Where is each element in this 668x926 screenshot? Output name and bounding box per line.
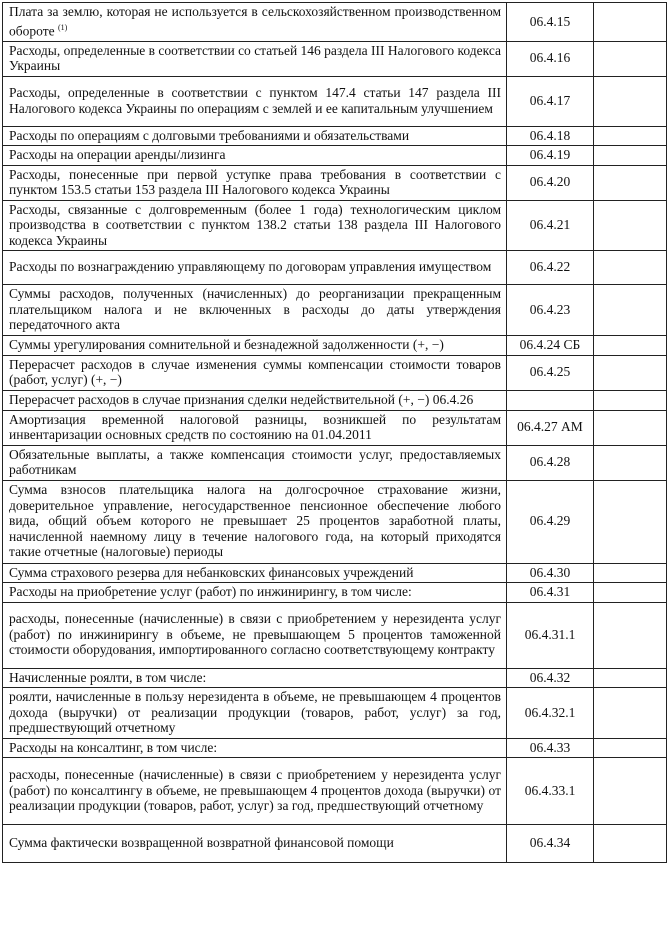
row-description: Расходы на консалтинг, в том числе: [9,739,218,755]
row-description: Расходы на приобретение услуг (работ) по инжинирингу, в том числе: [9,584,412,599]
row-value-cell[interactable] [594,3,667,42]
table-row [3,825,667,863]
row-description: Обязательные выплаты, а также компенсация стоимости услуг, предоставляемых работникам [9,446,501,477]
table-row [3,41,667,76]
table-row [3,285,667,336]
row-value-cell[interactable] [594,285,667,336]
row-code: 06.4.33.1 [507,758,594,825]
table-row [3,668,667,688]
row-description: Перерасчет расходов в случае признания сделки недействительной (+, −) 06.4.26 [9,391,474,407]
row-value-cell[interactable] [594,355,667,390]
row-code: 06.4.18 [507,126,594,146]
row-value-cell[interactable] [594,602,667,668]
row-description: Суммы урегулирования сомнительной и безнадежной задолженности (+, −) [9,336,444,352]
row-description-cell [3,251,507,285]
row-value-cell[interactable] [594,480,667,563]
table-row [3,688,667,739]
row-description: Суммы расходов, полученных (начисленных) до реорганизации прекращенным плательщиком налога и не включенных в расходы до даты утверждения передаточного акта [9,286,501,332]
table-row [3,410,667,445]
row-code: 06.4.21 [507,200,594,251]
row-code: 06.4.25 [507,355,594,390]
row-description: расходы, понесенные (начисленные) в связи с приобретением у нерезидента услуг (работ) по инжинирингу в объеме, не превышающем 5 процентов таможенной стоимости оборудования, импортированного согласно соответствующему контракту [9,611,501,658]
row-description: Плата за землю, которая не используется в сельскохозяйственном производственном обороте [9,4,501,38]
row-description: Расходы, определенные в соответствии с пунктом 147.4 статьи 147 раздела III Налогового кодекса Украины по операциям с землей и ее капитальным улучшением [9,85,501,116]
table-row [3,3,667,42]
row-description-cell [3,688,507,739]
row-description-cell [3,390,507,410]
row-value-cell[interactable] [594,126,667,146]
row-code: 06.4.31 [507,583,594,603]
row-description-cell [3,738,507,758]
row-description: Расходы, связанные с долговременным (более 1 года) технологическим циклом производства в соответствии с пунктом 138.2 статьи 138 раздела III Налогового кодекса Украины [9,201,501,248]
table-body [3,3,667,863]
row-description-cell [3,758,507,825]
row-description: Расходы на операции аренды/лизинга [9,147,226,162]
row-code: 06.4.22 [507,251,594,285]
table-row [3,480,667,563]
row-description-cell [3,126,507,146]
row-code: 06.4.15 [507,3,594,42]
table-row [3,758,667,825]
row-value-cell[interactable] [594,146,667,166]
row-description: Сумма взносов плательщика налога на долгосрочное страхование жизни, доверительное управление, негосударственное пенсионное обеспечение любого вида, общий объем которого не превышает 25 процентов заработной платы, начисленной наемному лицу в течение налогового года, на который приходятся такие отчетные (налоговые) периоды [9,482,501,560]
table-row [3,445,667,480]
tax-expenses-table [2,2,667,863]
row-description-cell [3,335,507,355]
table-row [3,126,667,146]
row-code: 06.4.27 АМ [507,410,594,445]
row-description-cell [3,563,507,583]
row-description: Сумма страхового резерва для небанковских финансовых учреждений [9,564,414,580]
row-code: 06.4.28 [507,445,594,480]
row-value-cell[interactable] [594,688,667,739]
row-value-cell[interactable] [594,76,667,126]
table-row [3,200,667,251]
row-value-cell[interactable] [594,41,667,76]
row-description-cell [3,3,507,42]
row-description-cell [3,583,507,603]
row-description: Амортизация временной налоговой разницы, возникшей по результатам инвентаризации основных средств по состоянию на 01.04.2011 [9,411,501,442]
table-row [3,390,667,410]
row-description-cell [3,445,507,480]
row-description-cell [3,200,507,251]
row-value-cell[interactable] [594,390,667,410]
row-description: Расходы по вознаграждению управляющему по договорам управления имуществом [9,259,492,275]
row-description: Расходы, понесенные при первой уступке права требования в соответствии с пунктом 153.5 статьи 153 раздела III Налогового кодекса Украины [9,166,501,197]
row-code: 06.4.24 СБ [507,335,594,355]
row-description-cell [3,146,507,166]
row-value-cell[interactable] [594,563,667,583]
row-value-cell[interactable] [594,251,667,285]
row-value-cell[interactable] [594,200,667,251]
row-code: 06.4.29 [507,480,594,563]
row-code: 06.4.17 [507,76,594,126]
row-description: Расходы по операциям с долговыми требованиями и обязательствами [9,127,410,143]
row-value-cell[interactable] [594,738,667,758]
table-row [3,563,667,583]
row-description-cell [3,285,507,336]
row-description-cell [3,602,507,668]
row-value-cell[interactable] [594,445,667,480]
table-row [3,76,667,126]
row-code: 06.4.31.1 [507,602,594,668]
row-value-cell[interactable] [594,825,667,863]
table-row [3,602,667,668]
row-description: Сумма фактически возвращенной возвратной финансовой помощи [9,835,394,851]
row-description-cell [3,76,507,126]
table-row [3,146,667,166]
row-description-cell [3,410,507,445]
row-code: 06.4.33 [507,738,594,758]
row-value-cell[interactable] [594,165,667,200]
footnote-marker: (1) [57,22,68,32]
row-description-cell [3,668,507,688]
row-code: 06.4.32.1 [507,688,594,739]
row-value-cell[interactable] [594,410,667,445]
row-code: 06.4.30 [507,563,594,583]
row-code: 06.4.32 [507,668,594,688]
table-row [3,583,667,603]
row-value-cell[interactable] [594,583,667,603]
row-description-cell [3,41,507,76]
table-row [3,355,667,390]
row-description-cell [3,165,507,200]
row-value-cell[interactable] [594,335,667,355]
row-code: 06.4.16 [507,41,594,76]
row-code: 06.4.23 [507,285,594,336]
row-code: 06.4.34 [507,825,594,863]
row-description: роялти, начисленные в пользу нерезидента в объеме, не превышающем 4 процентов дохода (выручки) от реализации продукции (товаров, работ, услуг) за год, предшествующий отчетному [9,689,501,735]
row-description: Расходы, определенные в соответствии со статьей 146 раздела III Налогового кодекса Украины [9,42,501,73]
table-row [3,335,667,355]
row-code [507,390,594,410]
row-description: Начисленные роялти, в том числе: [9,669,207,685]
row-code: 06.4.19 [507,146,594,166]
table-row [3,165,667,200]
row-description-cell [3,480,507,563]
row-code: 06.4.20 [507,165,594,200]
row-description-cell [3,355,507,390]
row-description: расходы, понесенные (начисленные) в связи с приобретением у нерезидента услуг (работ) по консалтингу в объеме, не превышающем 4 процентов дохода (выручки) от реализации продукции (товаров, работ, услуг) за год, предшествующий отчетному [9,767,501,814]
row-value-cell[interactable] [594,758,667,825]
row-description-cell [3,825,507,863]
row-description: Перерасчет расходов в случае изменения суммы компенсации стоимости товаров (работ, услуг) (+, −) [9,356,501,387]
table-row [3,738,667,758]
row-value-cell[interactable] [594,668,667,688]
table-row [3,251,667,285]
